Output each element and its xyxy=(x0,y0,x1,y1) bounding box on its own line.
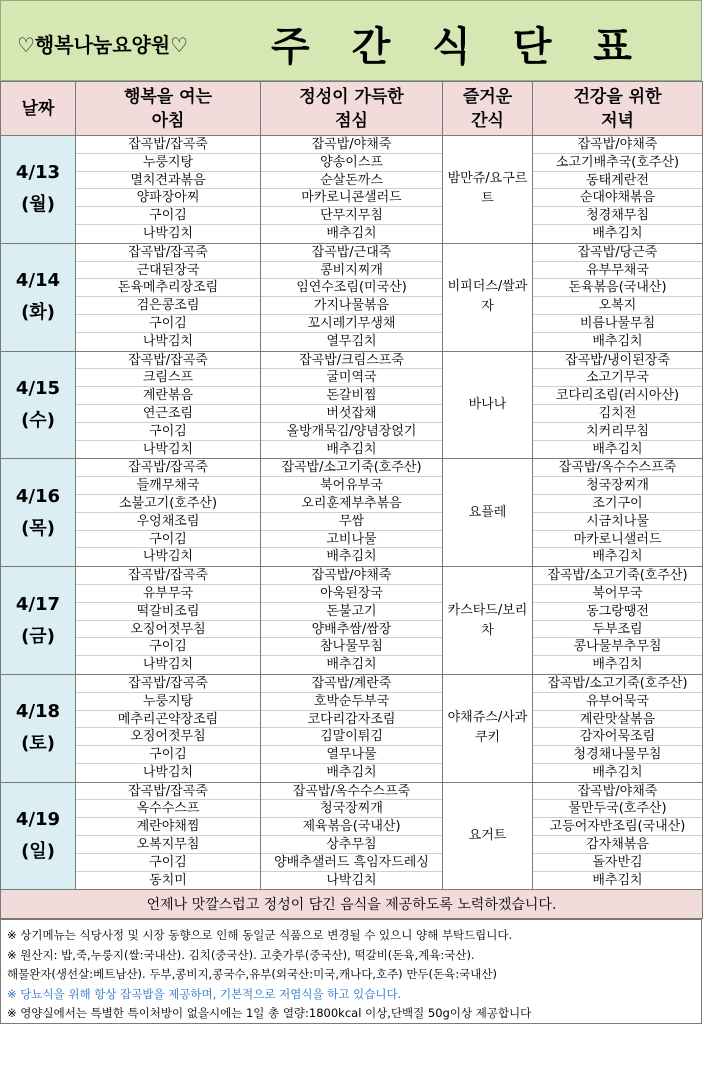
breakfast-item: 잡곡밥/잡곡죽 xyxy=(76,136,260,154)
breakfast-item: 구이김 xyxy=(76,746,260,764)
day-weekday: (토) xyxy=(21,733,55,755)
header-date: 날짜 xyxy=(1,82,76,136)
dinner-item: 감자채볶음 xyxy=(533,836,702,854)
dinner-cell xyxy=(533,674,703,782)
breakfast-item: 돈육메추리장조림 xyxy=(76,279,260,297)
dinner-item: 잡곡밥/야채죽 xyxy=(533,783,702,801)
day-row xyxy=(1,243,703,351)
lunch-item: 청국장찌개 xyxy=(261,800,442,818)
day-date: 4/13 xyxy=(15,162,61,184)
dinner-cell xyxy=(533,351,703,459)
breakfast-item: 메추리곤약장조림 xyxy=(76,711,260,729)
dinner-item: 김치전 xyxy=(533,405,702,423)
lunch-item: 코다리감자조림 xyxy=(261,711,442,729)
lunch-item: 열무김치 xyxy=(326,333,377,349)
header-dinner-line1: 건강을 위한 xyxy=(573,86,662,107)
breakfast-item: 근대된장국 xyxy=(76,262,260,280)
lunch-item: 잡곡밥/크림스프죽 xyxy=(261,352,442,370)
dinner-item: 청경채무침 xyxy=(533,207,702,225)
lunch-item: 임연수조림(미국산) xyxy=(261,279,442,297)
breakfast-cell xyxy=(76,674,261,782)
day-row xyxy=(1,567,703,675)
breakfast-item: 동치미 xyxy=(149,872,187,888)
breakfast-item: 잡곡밥/잡곡죽 xyxy=(76,244,260,262)
dinner-item: 계란맛살볶음 xyxy=(533,711,702,729)
day-date-cell xyxy=(1,782,76,890)
breakfast-item: 소불고기(호주산) xyxy=(76,495,260,513)
lunch-item: 배추김치 xyxy=(326,549,377,565)
lunch-item: 북어유부국 xyxy=(261,477,442,495)
lunch-cell xyxy=(261,782,443,890)
note-line: ※ 상기메뉴는 식당사정 및 시장 동향으로 인해 동일군 식품으로 변경될 수 있으니 양해 부탁드립니다. xyxy=(7,928,513,942)
day-date: 4/14 xyxy=(15,270,61,292)
dinner-item: 잡곡밥/소고기죽(호주산) xyxy=(533,675,702,693)
day-weekday: (수) xyxy=(21,409,55,431)
lunch-item: 아욱된장국 xyxy=(261,585,442,603)
breakfast-item: 유부무국 xyxy=(76,585,260,603)
facility-name: ♡행복나눔요양원♡ xyxy=(17,33,189,57)
lunch-item: 마카로니콘샐러드 xyxy=(261,189,442,207)
dinner-item: 콩나물부추무침 xyxy=(533,638,702,656)
breakfast-item: 구이김 xyxy=(76,207,260,225)
day-date-cell xyxy=(1,459,76,567)
lunch-item: 열무나물 xyxy=(261,746,442,764)
breakfast-item: 옥수수스프 xyxy=(76,800,260,818)
dinner-item: 잡곡밥/냉이된장죽 xyxy=(533,352,702,370)
lunch-item: 순살돈까스 xyxy=(261,172,442,190)
lunch-item: 버섯잡채 xyxy=(261,405,442,423)
lunch-item: 잡곡밥/옥수수스프죽 xyxy=(261,783,442,801)
lunch-item: 상추무침 xyxy=(261,836,442,854)
breakfast-item: 잡곡밥/잡곡죽 xyxy=(76,675,260,693)
breakfast-item: 누룽지탕 xyxy=(76,154,260,172)
dinner-item: 청국장찌개 xyxy=(533,477,702,495)
day-date: 4/18 xyxy=(15,701,61,723)
breakfast-item: 구이김 xyxy=(76,315,260,333)
day-weekday: (목) xyxy=(21,517,55,539)
dinner-cell xyxy=(533,136,703,244)
lunch-item: 제육볶음(국내산) xyxy=(261,818,442,836)
breakfast-cell xyxy=(76,351,261,459)
header-snack-line2: 간식 xyxy=(471,110,504,131)
lunch-item: 굴미역국 xyxy=(261,369,442,387)
snack-cell: 비피더스/쌀과자 xyxy=(443,243,533,351)
dinner-cell xyxy=(533,243,703,351)
lunch-item: 참나물무침 xyxy=(261,638,442,656)
breakfast-item: 구이김 xyxy=(76,638,260,656)
dinner-item: 순대야채볶음 xyxy=(533,189,702,207)
lunch-item: 콩비지찌개 xyxy=(261,262,442,280)
header-lunch xyxy=(261,82,443,136)
lunch-cell xyxy=(261,136,443,244)
dinner-cell xyxy=(533,459,703,567)
breakfast-item: 크림스프 xyxy=(76,369,260,387)
lunch-cell xyxy=(261,351,443,459)
lunch-item: 꼬시레기무생채 xyxy=(261,315,442,333)
lunch-cell xyxy=(261,459,443,567)
breakfast-item: 양파장아찌 xyxy=(76,189,260,207)
dinner-cell xyxy=(533,782,703,890)
dinner-item: 배추김치 xyxy=(592,441,643,457)
dinner-item: 치커리무침 xyxy=(533,423,702,441)
dinner-item: 유부어묵국 xyxy=(533,693,702,711)
header-row xyxy=(1,82,703,136)
breakfast-cell xyxy=(76,243,261,351)
notes-box xyxy=(0,919,702,1024)
dinner-item: 배추김치 xyxy=(592,225,643,241)
lunch-item: 양송이스프 xyxy=(261,154,442,172)
snack-cell: 야채쥬스/사과쿠키 xyxy=(443,674,533,782)
dinner-item: 잡곡밥/야채죽 xyxy=(533,136,702,154)
lunch-item: 돈불고기 xyxy=(261,603,442,621)
day-weekday: (화) xyxy=(21,302,55,324)
dinner-item: 청경채나물무침 xyxy=(533,746,702,764)
breakfast-item: 우엉채조림 xyxy=(76,513,260,531)
breakfast-item: 잡곡밥/잡곡죽 xyxy=(76,352,260,370)
breakfast-item: 오징어젓무침 xyxy=(76,621,260,639)
menu-body xyxy=(1,136,703,890)
breakfast-item: 구이김 xyxy=(76,854,260,872)
header-snack xyxy=(443,82,533,136)
snack-cell: 요플레 xyxy=(443,459,533,567)
lunch-item: 올방개묵김/양념장얹기 xyxy=(261,423,442,441)
header-lunch-line1: 정성이 가득한 xyxy=(299,86,404,107)
breakfast-item: 오복지무침 xyxy=(76,836,260,854)
dinner-item: 감자어묵조림 xyxy=(533,728,702,746)
dinner-item: 물만두국(호주산) xyxy=(533,800,702,818)
dinner-item: 잡곡밥/소고기죽(호주산) xyxy=(533,567,702,585)
lunch-item: 잡곡밥/근대죽 xyxy=(261,244,442,262)
day-row xyxy=(1,674,703,782)
lunch-item: 고비나물 xyxy=(261,531,442,549)
day-date: 4/16 xyxy=(15,485,61,507)
snack-cell: 카스타드/보리차 xyxy=(443,567,533,675)
lunch-item: 양배추샐러드 흑임자드레싱 xyxy=(261,854,442,872)
breakfast-cell xyxy=(76,782,261,890)
day-date: 4/19 xyxy=(15,809,61,831)
lunch-cell xyxy=(261,243,443,351)
lunch-item: 단무지무침 xyxy=(261,207,442,225)
lunch-item: 김말이튀김 xyxy=(261,728,442,746)
lunch-item: 양배추쌈/쌈장 xyxy=(261,621,442,639)
breakfast-item: 오징어젓무침 xyxy=(76,728,260,746)
breakfast-item: 들깨무채국 xyxy=(76,477,260,495)
dinner-item: 조기구이 xyxy=(533,495,702,513)
dinner-item: 배추김치 xyxy=(592,333,643,349)
breakfast-cell xyxy=(76,459,261,567)
day-row xyxy=(1,782,703,890)
dinner-item: 북어무국 xyxy=(533,585,702,603)
snack-cell: 요거트 xyxy=(443,782,533,890)
dinner-item: 고등어자반조림(국내산) xyxy=(533,818,702,836)
dinner-item: 배추김치 xyxy=(592,549,643,565)
lunch-item: 잡곡밥/야채죽 xyxy=(261,136,442,154)
breakfast-item: 나박김치 xyxy=(142,764,194,780)
dinner-item: 소고기무국 xyxy=(533,369,702,387)
day-weekday: (금) xyxy=(21,625,55,647)
dinner-item: 유부무채국 xyxy=(533,262,702,280)
lunch-item: 돈갈비찜 xyxy=(261,387,442,405)
breakfast-cell xyxy=(76,567,261,675)
breakfast-item: 구이김 xyxy=(76,423,260,441)
day-weekday: (월) xyxy=(21,194,55,216)
snack-cell: 바나나 xyxy=(443,351,533,459)
dinner-item: 돌자반김 xyxy=(533,854,702,872)
header-breakfast-line2: 아침 xyxy=(151,110,185,131)
day-date-cell xyxy=(1,243,76,351)
breakfast-item: 멸치견과볶음 xyxy=(76,172,260,190)
footer-row xyxy=(1,890,703,919)
header-snack-line1: 즐거운 xyxy=(462,86,513,107)
header-breakfast-line1: 행복을 여는 xyxy=(123,86,213,107)
breakfast-item: 검은콩조림 xyxy=(76,297,260,315)
day-row xyxy=(1,136,703,244)
lunch-cell xyxy=(261,674,443,782)
lunch-item: 배추김치 xyxy=(326,657,377,673)
breakfast-item: 잡곡밥/잡곡죽 xyxy=(76,567,260,585)
snack-cell: 밤만쥬/요구르트 xyxy=(443,136,533,244)
dinner-item: 동그랑땡전 xyxy=(533,603,702,621)
day-date-cell xyxy=(1,567,76,675)
note-line-highlight: ※ 당뇨식을 위해 항상 잡곡밥을 제공하며, 기본적으로 저염식을 하고 있습니다. xyxy=(7,986,402,1001)
dinner-item: 비름나물무침 xyxy=(533,315,702,333)
breakfast-item: 나박김치 xyxy=(142,333,194,349)
dinner-item: 배추김치 xyxy=(592,872,643,888)
breakfast-cell xyxy=(76,136,261,244)
breakfast-item: 나박김치 xyxy=(142,441,194,457)
dinner-item: 배추김치 xyxy=(592,657,643,673)
note-line: ※ 영양실에서는 특별한 특이처방이 없을시에는 1일 총 열량:1800kcal 이상,단백질 50g이상 제공합니다 xyxy=(7,1006,532,1020)
breakfast-item: 잡곡밥/잡곡죽 xyxy=(76,783,260,801)
dinner-item: 시금치나물 xyxy=(533,513,702,531)
lunch-item: 잡곡밥/소고기죽(호주산) xyxy=(261,459,442,477)
day-row xyxy=(1,351,703,459)
breakfast-item: 나박김치 xyxy=(142,225,194,241)
day-date-cell xyxy=(1,674,76,782)
lunch-item: 가지나물볶음 xyxy=(261,297,442,315)
dinner-item: 오복지 xyxy=(533,297,702,315)
breakfast-item: 연근조림 xyxy=(76,405,260,423)
breakfast-item: 나박김치 xyxy=(142,549,194,565)
day-date: 4/15 xyxy=(15,377,61,399)
breakfast-item: 계란볶음 xyxy=(76,387,260,405)
header-lunch-line2: 점심 xyxy=(335,110,368,131)
note-line: ※ 원산지: 밥,죽,누룽지(쌀:국내산). 김치(중국산). 고춧가루(중국산), 떡갈비(돈육,계육:국산). xyxy=(7,947,475,962)
breakfast-item: 잡곡밥/잡곡죽 xyxy=(76,459,260,477)
breakfast-item: 계란야채찜 xyxy=(76,818,260,836)
day-date-cell xyxy=(1,351,76,459)
page-title: 주 간 식 단 표 xyxy=(271,24,646,70)
dinner-item: 코다리조림(러시아산) xyxy=(533,387,702,405)
lunch-item: 잡곡밥/계란죽 xyxy=(261,675,442,693)
dinner-item: 잡곡밥/당근죽 xyxy=(533,244,702,262)
lunch-item: 무쌈 xyxy=(261,513,442,531)
dinner-item: 돈육볶음(국내산) xyxy=(533,279,702,297)
breakfast-item: 누룽지탕 xyxy=(76,693,260,711)
day-date: 4/17 xyxy=(15,593,61,615)
dinner-cell xyxy=(533,567,703,675)
note-line: 해물완자(생선살:베트남산). 두부,콩비지,콩국수,유부(외국산:미국,캐나다,호주) 만두(돈육:국내산) xyxy=(7,967,497,981)
day-date-cell xyxy=(1,136,76,244)
lunch-item: 잡곡밥/야채죽 xyxy=(261,567,442,585)
day-row xyxy=(1,459,703,567)
lunch-cell xyxy=(261,567,443,675)
breakfast-item: 나박김치 xyxy=(142,657,194,673)
header-dinner-line2: 저녁 xyxy=(601,110,634,131)
breakfast-item: 구이김 xyxy=(76,531,260,549)
lunch-item: 오리훈제부추볶음 xyxy=(261,495,442,513)
dinner-item: 잡곡밥/옥수수스프죽 xyxy=(533,459,702,477)
lunch-item: 나박김치 xyxy=(326,872,377,888)
dinner-item: 소고기배추국(호주산) xyxy=(533,154,702,172)
lunch-item: 배추김치 xyxy=(326,225,377,241)
lunch-item: 배추김치 xyxy=(326,764,377,780)
title-bar xyxy=(0,0,702,81)
weekly-menu-table xyxy=(0,81,703,919)
lunch-item: 배추김치 xyxy=(326,441,377,457)
dinner-item: 마카로니샐러드 xyxy=(533,531,702,549)
footer-message: 언제나 맛깔스럽고 정성이 담긴 음식을 제공하도록 노력하겠습니다. xyxy=(1,890,703,919)
breakfast-item: 떡갈비조림 xyxy=(76,603,260,621)
header-dinner xyxy=(533,82,703,136)
lunch-item: 호박순두부국 xyxy=(261,693,442,711)
header-breakfast xyxy=(76,82,261,136)
dinner-item: 동태계란전 xyxy=(533,172,702,190)
day-weekday: (일) xyxy=(21,841,55,863)
dinner-item: 배추김치 xyxy=(592,764,643,780)
dinner-item: 두부조림 xyxy=(533,621,702,639)
